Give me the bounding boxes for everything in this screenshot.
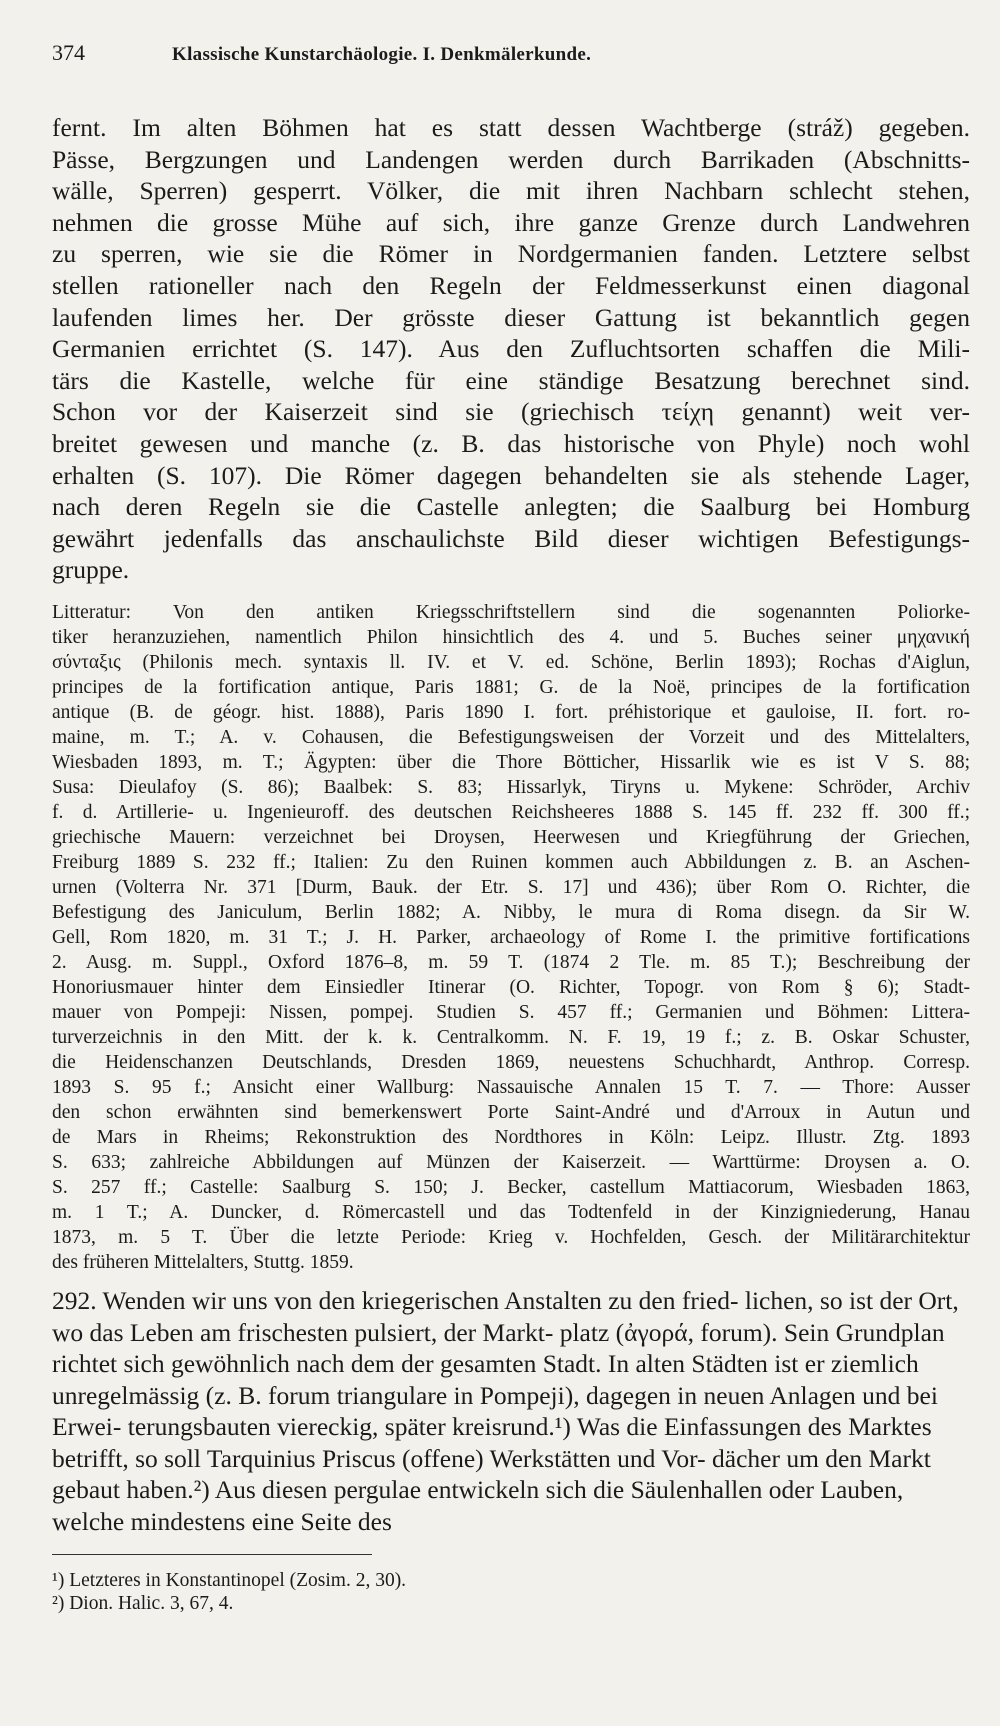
- literature-line: antique (B. de géogr. hist. 1888), Paris 1890 I. fort. préhistorique et gauloise, II. fort. ro-: [52, 701, 970, 723]
- section-line: der gesamten Stadt. In alten Städten ist er ziemlich unregelmässig (z. B.: [52, 1349, 919, 1410]
- literature-line: die Heidenschanzen Deutschlands, Dresden 1869, neuestens Schuchhardt, Anthrop. Corresp.: [52, 1051, 970, 1073]
- literature-line: f. d. Artillerie- u. Ingenieuroff. des deutschen Reichsheeres 1888 S. 145 ff. 232 ff. 300 ff.;: [52, 801, 970, 823]
- literature-block: [52, 600, 970, 1275]
- literature-line: urnen (Volterra Nr. 371 [Durm, Bauk. der Etr. S. 17] und 436); über Rom O. Richter, die: [52, 876, 970, 898]
- text-line: gewährt jedenfalls das anschaulichste Bild dieser wichtigen Befestigungs-: [52, 523, 970, 553]
- section-line: 292. Wenden wir uns von den kriegerischen Anstalten zu den fried-: [52, 1285, 739, 1315]
- book-page: [52, 40, 970, 1615]
- text-line: gruppe.: [52, 555, 130, 585]
- literature-line: Litteratur: Von den antiken Kriegsschriftstellern sind die sogenannten Poliorke-: [52, 601, 970, 623]
- literature-line: Honoriusmauer hinter dem Einsiedler Itinerar (O. Richter, Topogr. von Rom § 6); Stadt-: [52, 976, 970, 998]
- section-line: sich die Säulenhallen oder Lauben, welche mindestens eine Seite des: [52, 1475, 904, 1537]
- literature-line: tiker heranzuziehen, namentlich Philon hinsichtlich des 4. und 5. Buches seiner μηχανική: [52, 626, 970, 648]
- literature-line: Susa: Dieulafoy (S. 86); Baalbek: S. 83; Hissarlyk, Tiryns u. Mykene: Schröder, Archiv: [52, 776, 970, 798]
- literature-line: 1893 S. 95 f.; Ansicht einer Wallburg: Nassauische Annalen 15 T. 7. — Thore: Ausser: [52, 1076, 970, 1098]
- footnote: ¹) Letzteres in Konstantinopel (Zosim. 2, 30).: [52, 1569, 407, 1591]
- text-line: stellen rationeller nach den Regeln der Feldmesserkunst einen diagonal: [52, 270, 970, 300]
- page-number: 374: [52, 40, 85, 65]
- text-line: erhalten (S. 107). Die Römer dagegen behandelten sie als stehende Lager,: [52, 460, 970, 490]
- section-line: platz (ἀγορά, forum). Sein Grundplan richtet sich gewöhnlich nach dem: [52, 1317, 945, 1379]
- literature-line: Gell, Rom 1820, m. 31 T.; J. H. Parker, archaeology of Rome I. the primitive fortifications: [52, 926, 970, 948]
- literature-line: principes de la fortification antique, Paris 1881; G. de la Noë, principes de la fortification: [52, 676, 970, 698]
- literature-line: 1873, m. 5 T. Über die letzte Periode: Krieg v. Hochfelden, Gesch. der Militärarchitektur: [52, 1226, 970, 1248]
- literature-line: Befestigung des Janiculum, Berlin 1882; A. Nibby, le mura di Roma disegn. da Sir W.: [52, 901, 970, 923]
- text-line: laufenden limes her. Der grösste dieser Gattung ist bekanntlich gegen: [52, 302, 970, 332]
- literature-line: Wiesbaden 1893, m. T.; Ägypten: über die Thore Bötticher, Hissarlik wie es ist V S. 88;: [52, 751, 970, 773]
- literature-line: S. 633; zahlreiche Abbildungen auf Münzen der Kaiserzeit. — Warttürme: Droysen a. O.: [52, 1151, 970, 1173]
- text-line: nach deren Regeln sie die Castelle anlegten; die Saalburg bei Homburg: [52, 492, 970, 522]
- text-line: zu sperren, wie sie die Römer in Nordgermanien fanden. Letztere selbst: [52, 239, 970, 269]
- text-line: Schon vor der Kaiserzeit sind sie (griechisch τείχη genannt) weit ver-: [52, 397, 970, 427]
- section-292: [52, 1285, 970, 1538]
- text-line: breitet gewesen und manche (z. B. das historische von Phyle) noch wohl: [52, 428, 970, 458]
- text-line: tärs die Kastelle, welche für eine ständige Besatzung berechnet sind.: [52, 365, 970, 395]
- section-line: dächer um den Markt gebaut haben.²) Aus diesen pergulae entwickeln: [52, 1443, 931, 1505]
- literature-line: Freiburg 1889 S. 232 ff.; Italien: Zu den Ruinen kommen auch Abbildungen z. B. an Aschen-: [52, 851, 970, 873]
- section-line: terungsbauten viereckig, später kreisrund.¹) Was die Einfassungen des: [127, 1412, 842, 1442]
- footnotes: [52, 1569, 970, 1615]
- literature-line: den schon erwähnten sind bemerkenswert Porte Saint-André und d'Arroux in Autun und: [52, 1101, 970, 1123]
- literature-line: mauer von Pompeji: Nissen, pompej. Studien S. 457 ff.; Germanien und Böhmen: Littera-: [52, 1001, 970, 1023]
- text-line: Germanien errichtet (S. 147). Aus den Zufluchtsorten schaffen die Mili-: [52, 334, 970, 364]
- footnote: ²) Dion. Halic. 3, 67, 4.: [52, 1592, 234, 1614]
- literature-line: turverzeichnis in den Mitt. der k. k. Centralkomm. N. F. 19, 19 f.; z. B. Oskar Schuster,: [52, 1026, 970, 1048]
- literature-line: S. 257 ff.; Castelle: Saalburg S. 150; J. Becker, castellum Mattiacorum, Wiesbaden 1863,: [52, 1176, 970, 1198]
- literature-line: griechische Mauern: verzeichnet bei Droysen, Heerwesen und Kriegführung der Griechen,: [52, 826, 970, 848]
- main-paragraph: [52, 112, 970, 586]
- text-line: fernt. Im alten Böhmen hat es statt dessen Wachtberge (stráž) gegeben.: [52, 113, 970, 142]
- literature-line: maine, m. T.; A. v. Cohausen, die Befestigungsweisen der Vorzeit und des Mittelalters,: [52, 726, 970, 748]
- literature-line: σύνταξις (Philonis mech. syntaxis ll. IV. et V. ed. Schöne, Berlin 1893); Rochas d'Aiglun,: [52, 651, 970, 673]
- footnote-rule: [52, 1554, 372, 1555]
- literature-line: m. 1 T.; A. Duncker, d. Römercastell und das Todtenfeld in der Kinzigniederung, Hanau: [52, 1201, 970, 1223]
- literature-line: 2. Ausg. m. Suppl., Oxford 1876–8, m. 59 T. (1874 2 Tle. m. 85 T.); Beschreibung der: [52, 951, 970, 973]
- page-header: [52, 40, 970, 90]
- text-line: Pässe, Bergzungen und Landengen werden durch Barrikaden (Abschnitts-: [52, 144, 970, 174]
- section-line: forum triangulare in Pompeji), dagegen in neuen Anlagen und bei Erwei-: [52, 1380, 938, 1442]
- text-line: wälle, Sperren) gesperrt. Völker, die mit ihren Nachbarn schlecht stehen,: [52, 176, 970, 206]
- text-line: nehmen die grosse Mühe auf sich, ihre ganze Grenze durch Landwehren: [52, 207, 970, 237]
- literature-line: des früheren Mittelalters, Stuttg. 1859.: [52, 1251, 354, 1273]
- running-head: Klassische Kunstarchäologie. I. Denkmälerkunde.: [172, 44, 592, 65]
- section-line: Marktes betrifft, so soll Tarquinius Priscus (offene) Werkstätten und Vor-: [52, 1412, 932, 1473]
- section-line: lichen, so ist der Ort, wo das Leben am frischesten pulsiert, der Markt-: [52, 1285, 959, 1347]
- literature-line: de Mars in Rheims; Rekonstruktion des Nordthores in Köln: Leipz. Illustr. Ztg. 1893: [52, 1126, 970, 1148]
